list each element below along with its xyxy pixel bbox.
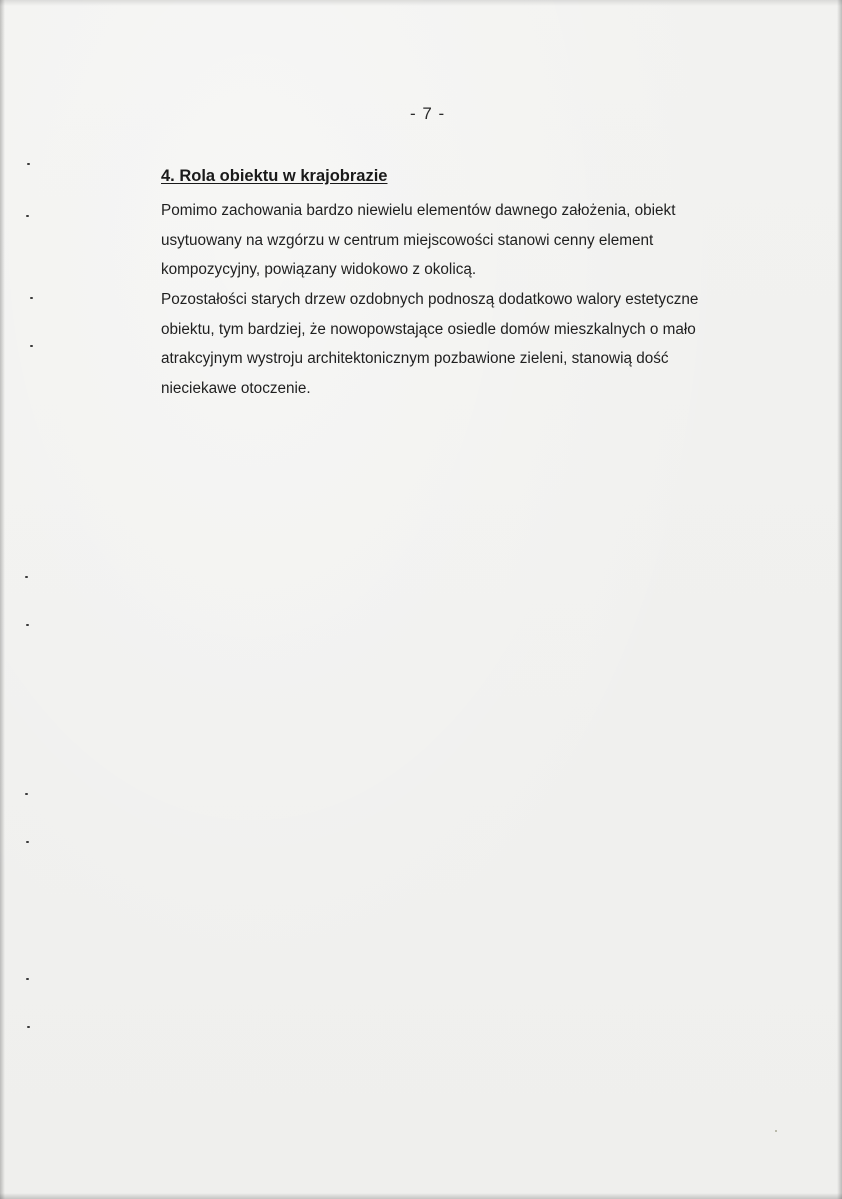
paragraph-2: [161, 285, 801, 404]
paragraph-line: obiektu, tym bardziej, że nowopowstające osiedle domów mieszkalnych o mało: [161, 320, 696, 338]
margin-mark: [30, 297, 33, 299]
margin-mark: [26, 624, 29, 626]
margin-mark: [27, 1026, 30, 1028]
scan-edge-right: [837, 0, 842, 1199]
scan-edge-left: [0, 0, 5, 1199]
section-heading: 4. Rola obiektu w krajobrazie: [161, 167, 388, 185]
page-number: - 7 -: [410, 104, 446, 123]
margin-mark: [26, 978, 29, 980]
paragraph-1: [161, 196, 801, 285]
margin-mark: [30, 345, 33, 347]
paragraph-line: usytuowany na wzgórzu w centrum miejscowości stanowi cenny element: [161, 231, 654, 249]
paragraph-line: Pomimo zachowania bardzo niewielu elementów dawnego założenia, obiekt: [161, 202, 676, 219]
margin-mark: [26, 215, 29, 217]
scan-edge-top: [0, 0, 842, 6]
paper-speck: [775, 1130, 777, 1132]
paragraph-line: atrakcyjnym wystroju architektonicznym pozbawione zieleni, stanowią dość: [161, 350, 669, 368]
margin-mark: [26, 841, 29, 843]
scan-edge-bottom: [0, 1193, 842, 1199]
margin-mark: [25, 576, 28, 578]
margin-mark: [27, 163, 30, 165]
paragraph-line: nieciekawe otoczenie.: [161, 380, 311, 398]
margin-mark: [25, 793, 28, 795]
paragraph-line: Pozostałości starych drzew ozdobnych podnoszą dodatkowo walory estetyczne: [161, 291, 699, 308]
paragraph-line: kompozycyjny, powiązany widokowo z okolicą.: [161, 261, 477, 279]
